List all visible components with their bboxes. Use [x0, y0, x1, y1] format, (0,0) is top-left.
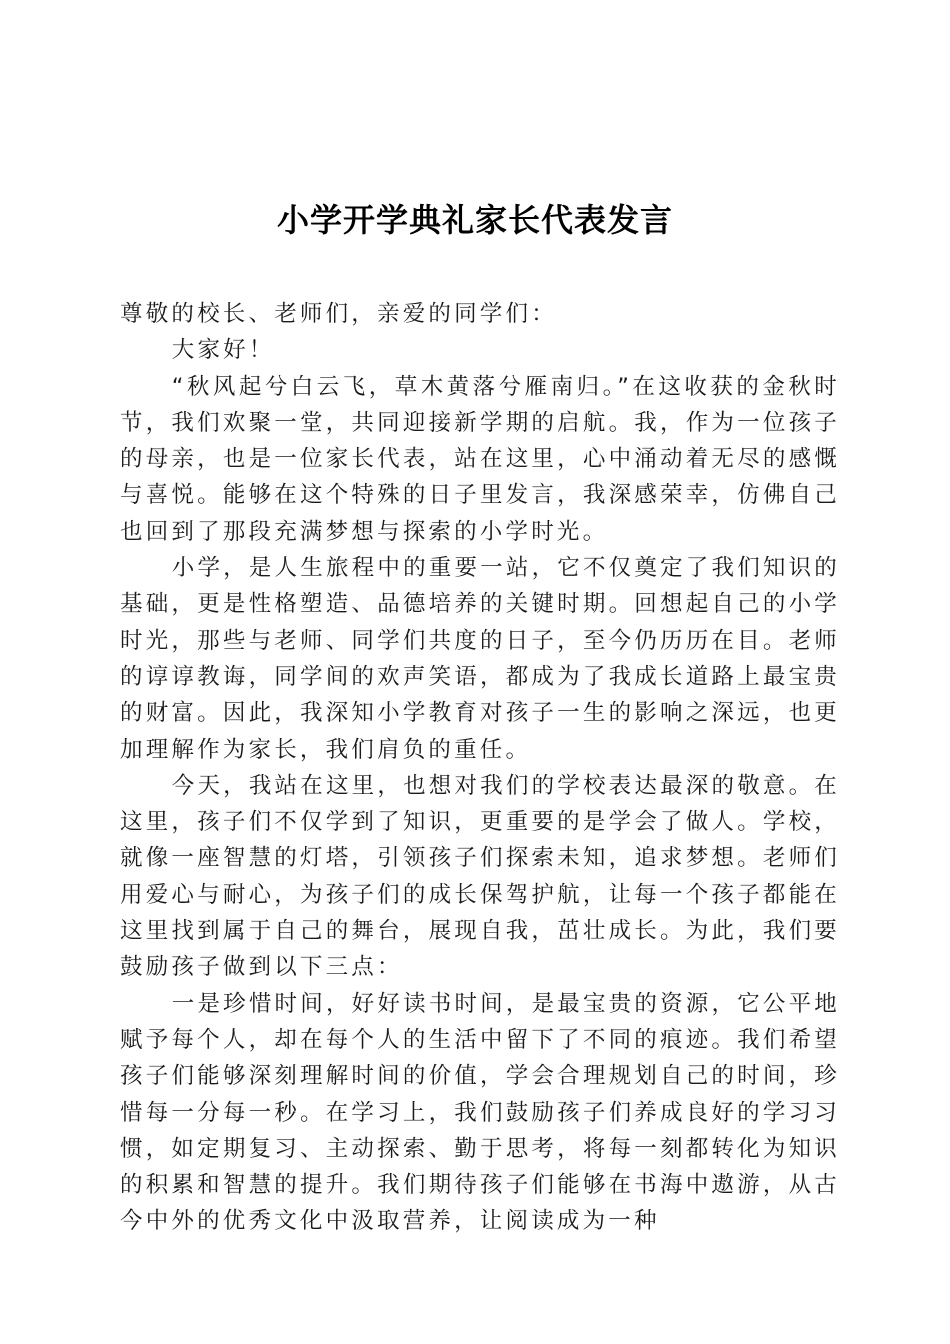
speech-body [120, 296, 840, 1240]
page-title: 小学开学典礼家长代表发言 [276, 201, 673, 239]
paragraph: 小学，是人生旅程中的重要一站，它不仅奠定了我们知识的基础，更是性格塑造、品德培养的关键时期。回想起自己的小学时光，那些与老师、同学们共度的日子，至今仍历历在目。老师的谆谆教诲，同学间的欢声笑语，都成为了我成长道路上最宝贵的财富。因此，我深知小学教育对孩子一生的影响之深远，也更加理解作为家长，我们肩负的重任。 [120, 555, 840, 763]
salutation: 尊敬的校长、老师们，亲爱的同学们： [120, 301, 557, 327]
paragraph: 一是珍惜时间，好好读书时间，是最宝贵的资源，它公平地赋予每个人，却在每个人的生活中留下了不同的痕迹。我们希望孩子们能够深刻理解时间的价值，学会合理规划自己的时间，珍惜每一分每一秒。在学习上，我们鼓励孩子们养成良好的学习习惯，如定期复习、主动探索、勤于思考，将每一刻都转化为知识的积累和智慧的提升。我们期待孩子们能够在书海中遨游，从古今中外的优秀文化中汲取营养，让阅读成为一种 [120, 990, 840, 1235]
paragraph: “秋风起兮白云飞，草木黄落兮雁南归。”在这收获的金秋时节，我们欢聚一堂，共同迎接新学期的启航。我，作为一位孩子的母亲，也是一位家长代表，站在这里，心中涌动着无尽的感慨与喜悦。能够在这个特殊的日子里发言，我深感荣幸，仿佛自己也回到了那段充满梦想与探索的小学时光。 [120, 373, 840, 545]
greeting: 大家好！ [171, 337, 275, 364]
paragraph: 今天，我站在这里，也想对我们的学校表达最深的敬意。在这里，孩子们不仅学到了知识，更重要的是学会了做人。学校，就像一座智慧的灯塔，引领孩子们探索未知，追求梦想。老师们用爱心与耐心，为孩子们的成长保驾护航，让每一个孩子都能在这里找到属于自己的舞台，展现自我，茁壮成长。为此，我们要鼓励孩子做到以下三点： [120, 772, 840, 981]
